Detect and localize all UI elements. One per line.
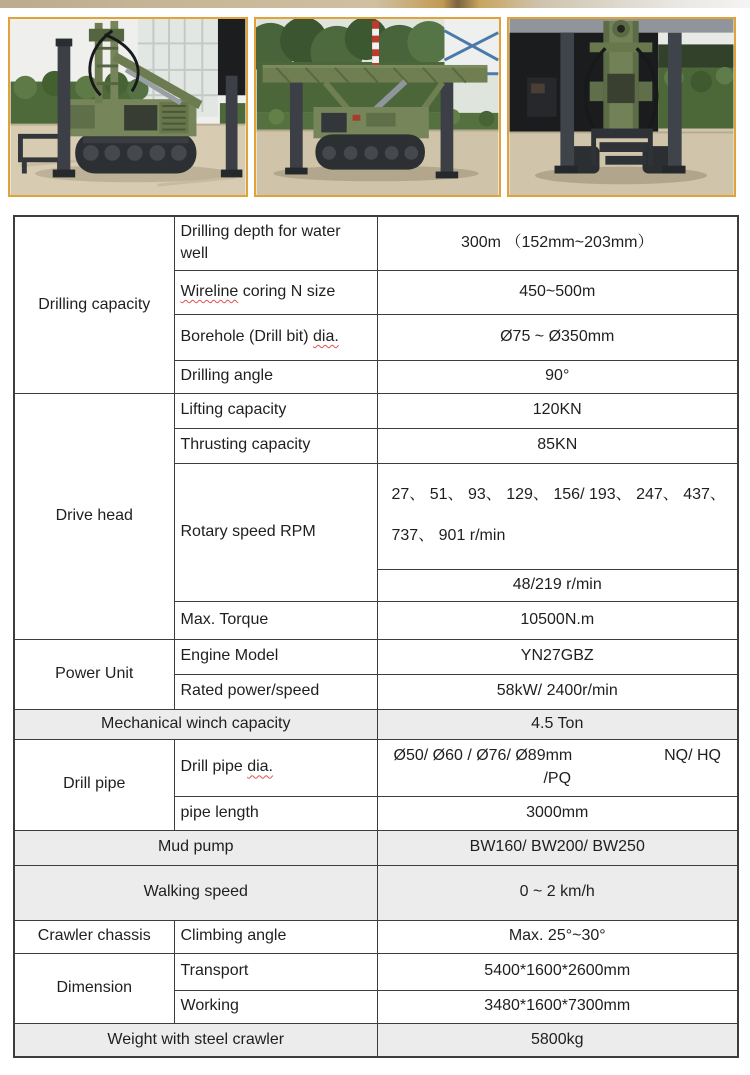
- group-drilling-capacity: Drilling capacity: [14, 216, 174, 393]
- rotary-speed-line1: 27、 51、 93、 129、 156/ 193、 247、 437、: [391, 486, 726, 504]
- drill-pipe-dia-sizes: Ø50/ Ø60 / Ø76/ Ø89mm: [393, 747, 573, 765]
- drill-pipe-dia-standards: NQ/ HQ: [664, 747, 721, 765]
- value-lifting-capacity: 120KN: [377, 393, 738, 428]
- label-rotary-speed: Rotary speed RPM: [174, 463, 377, 601]
- label-mud-pump: Mud pump: [14, 830, 377, 865]
- rig-three-quarter-illustration: [10, 19, 246, 195]
- label-engine-model: Engine Model: [174, 639, 377, 674]
- label-borehole-dia: Borehole (Drill bit) dia.: [174, 314, 377, 360]
- value-rotary-speed: [377, 463, 738, 569]
- value-pipe-length: 3000mm: [377, 796, 738, 830]
- label-weight: Weight with steel crawler: [14, 1023, 377, 1057]
- label-max-torque: Max. Torque: [174, 601, 377, 639]
- product-photo-3[interactable]: [507, 17, 736, 197]
- value-engine-model: YN27GBZ: [377, 639, 738, 674]
- group-drill-pipe: Drill pipe: [14, 739, 174, 830]
- rig-side-illustration: [256, 19, 499, 195]
- value-climbing-angle: Max. 25°~30°: [377, 920, 738, 953]
- value-working-dimension: 3480*1600*7300mm: [377, 990, 738, 1023]
- drill-pipe-dia-line2: /PQ: [543, 769, 572, 787]
- label-lifting-capacity: Lifting capacity: [174, 393, 377, 428]
- value-wireline-coring: 450~500m: [377, 270, 738, 314]
- label-drilling-depth: Drilling depth for water well: [174, 216, 377, 270]
- group-dimension: Dimension: [14, 953, 174, 1023]
- spellcheck-word: dia.: [312, 327, 339, 345]
- label-wireline-coring: Wireline coring N size: [174, 270, 377, 314]
- value-walking-speed: 0 ~ 2 km/h: [377, 865, 738, 920]
- value-mud-pump: BW160/ BW200/ BW250: [377, 830, 738, 865]
- rig-front-illustration: [509, 19, 734, 195]
- spellcheck-word: Wireline: [180, 282, 239, 300]
- label-pipe-length: pipe length: [174, 796, 377, 830]
- group-power-unit: Power Unit: [14, 639, 174, 709]
- label-transport-dimension: Transport: [174, 953, 377, 990]
- group-crawler-chassis: Crawler chassis: [14, 920, 174, 953]
- spellcheck-word: dia.: [247, 758, 273, 776]
- label-winch-capacity: Mechanical winch capacity: [14, 709, 377, 739]
- product-photo-2[interactable]: [254, 17, 501, 197]
- label-climbing-angle: Climbing angle: [174, 920, 377, 953]
- label-drilling-angle: Drilling angle: [174, 360, 377, 393]
- value-winch-capacity: 4.5 Ton: [377, 709, 738, 739]
- value-borehole-dia: Ø75 ~ Ø350mm: [377, 314, 738, 360]
- label-walking-speed: Walking speed: [14, 865, 377, 920]
- value-drilling-depth: 300m （152mm~203mm）: [377, 216, 738, 270]
- product-photo-gallery: [8, 17, 742, 197]
- value-drill-pipe-dia: [377, 739, 738, 796]
- label-drill-pipe-dia: Drill pipe dia.: [174, 739, 377, 796]
- group-drive-head: Drive head: [14, 393, 174, 639]
- label-working-dimension: Working: [174, 990, 377, 1023]
- value-weight: 5800kg: [377, 1023, 738, 1057]
- label-thrusting-capacity: Thrusting capacity: [174, 428, 377, 463]
- cropped-photo-strip: [0, 0, 750, 8]
- value-drilling-angle: 90°: [377, 360, 738, 393]
- product-photo-1[interactable]: [8, 17, 248, 197]
- spec-table: [13, 215, 739, 1058]
- value-thrusting-capacity: 85KN: [377, 428, 738, 463]
- rotary-speed-line2: 737、 901 r/min: [391, 527, 506, 545]
- value-rotary-speed-alt: 48/219 r/min: [377, 569, 738, 601]
- value-transport-dimension: 5400*1600*2600mm: [377, 953, 738, 990]
- value-max-torque: 10500N.m: [377, 601, 738, 639]
- value-rated-power: 58kW/ 2400r/min: [377, 674, 738, 709]
- label-rated-power: Rated power/speed: [174, 674, 377, 709]
